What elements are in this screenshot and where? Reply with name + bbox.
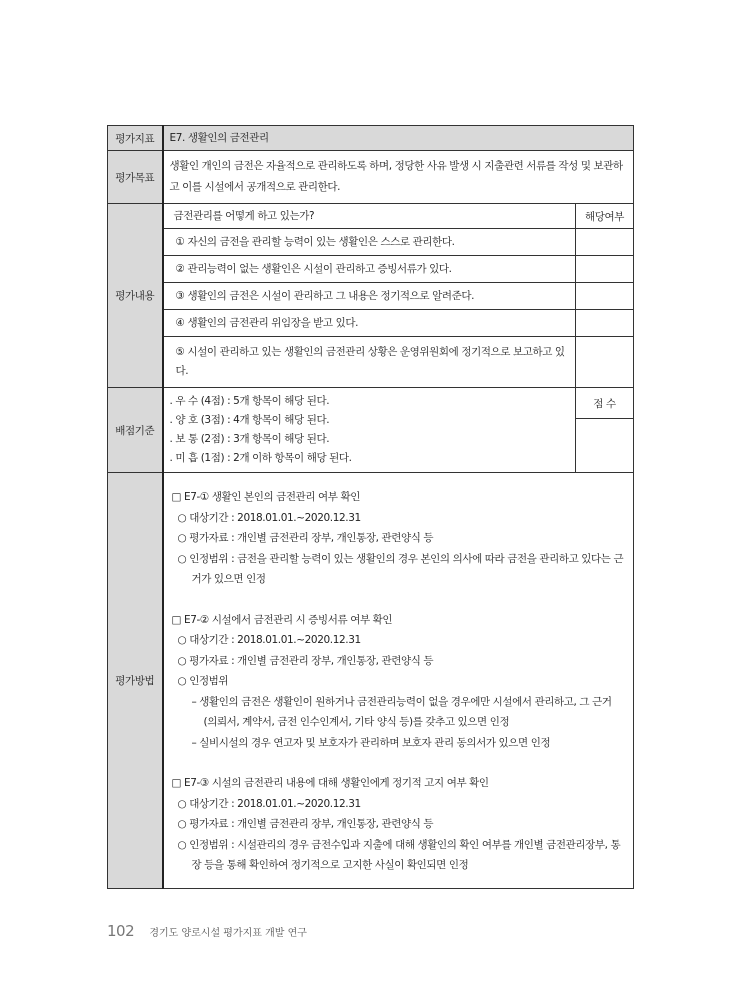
method-s3-period: ○ 대상기간 : 2018.01.01.~2020.12.31 xyxy=(177,797,361,810)
check-cell-3[interactable] xyxy=(576,283,634,310)
method-s3-materials: ○ 평가자료 : 개인별 금전관리 장부, 개인통장, 관련양식 등 xyxy=(177,818,434,830)
criteria-item-5: ⑤ 시설이 관리하고 있는 생활인의 금전관리 상황은 운영위원회에 정기적으로 보고하고 있다. xyxy=(175,346,565,377)
criteria-cell-2 xyxy=(163,256,576,283)
method-s2-period: ○ 대상기간 : 2018.01.01.~2020.12.31 xyxy=(177,634,361,646)
content-question-cell xyxy=(163,204,576,229)
criteria-row-5 xyxy=(108,337,634,388)
content-label: 평가내용 xyxy=(108,204,163,388)
page-number: 102 xyxy=(107,922,135,940)
criteria-row-3 xyxy=(108,283,634,310)
method-s1-materials: ○ 평가자료 : 개인별 금전관리 장부, 개인통장, 관련양식 등 xyxy=(177,532,434,544)
criteria-row-1 xyxy=(108,229,634,256)
method-label: 평가방법 xyxy=(108,473,163,889)
method-cell xyxy=(163,473,634,889)
indicator-title: E7. 생활인의 금전관리 xyxy=(169,132,269,144)
method-spacer-1 xyxy=(172,590,626,610)
method-body xyxy=(164,473,634,888)
method-s2-detail-1: – 생활인의 금전은 생활인이 원하거나 금전관리능력이 없을 경우에만 시설에서 관리하고, 그 근거(의뢰서, 계약서, 금전 인수인계서, 기타 양식 등)를 갖추고 있으면 인정 xyxy=(191,695,612,728)
method-spacer-2 xyxy=(172,753,626,773)
criteria-cell-1 xyxy=(163,229,576,256)
book-title: 경기도 양로시설 평가지표 개발 연구 xyxy=(149,928,307,939)
score-item-excellent: . 우 수 (4점) : 5개 항목이 해당 된다. xyxy=(169,395,330,407)
score-item-fair: . 보 통 (2점) : 3개 항목이 해당 된다. xyxy=(169,433,330,445)
method-s3-scope: ○ 인정범위 : 시설관리의 경우 금전수입과 지출에 대해 생활인의 확인 여부를 개인별 금전관리장부, 통장 등을 통해 확인하여 정기적으로 고지한 사실이 확인되면 인정 xyxy=(177,838,621,871)
criteria-row-4 xyxy=(108,310,634,337)
criteria-item-4: ④ 생활인의 금전관리 위임장을 받고 있다. xyxy=(175,317,359,329)
goal-text: 생활인 개인의 금전은 자율적으로 관리하도록 하며, 정당한 사유 발생 시 지출관련 서류를 작성 및 보관하고 이를 시설에서 공개적으로 관리한다. xyxy=(169,160,623,193)
score-header: 점 수 xyxy=(576,388,634,419)
check-cell-4[interactable] xyxy=(576,310,634,337)
goal-cell xyxy=(163,151,634,204)
score-input-cell[interactable] xyxy=(576,419,634,473)
method-section-1-title: □ E7-① 생활인 본인의 금전관리 여부 확인 xyxy=(171,491,360,503)
criteria-item-2: ② 관리능력이 없는 생활인은 시설이 관리하고 증빙서류가 있다. xyxy=(175,263,452,275)
content-question-row xyxy=(108,204,634,229)
scoring-list xyxy=(164,388,576,472)
criteria-row-2 xyxy=(108,256,634,283)
criteria-item-1: ① 자신의 금전을 관리할 능력이 있는 생활인은 스스로 관리한다. xyxy=(175,236,455,248)
content-question: 금전관리를 어떻게 하고 있는가? xyxy=(173,210,315,222)
method-row xyxy=(108,473,634,889)
scoring-cell xyxy=(163,388,576,473)
check-cell-5[interactable] xyxy=(576,337,634,388)
criteria-cell-4 xyxy=(163,310,576,337)
goal-label: 평가목표 xyxy=(108,151,163,204)
page-footer xyxy=(107,922,307,940)
method-section-2-title: □ E7-② 시설에서 금전관리 시 증빙서류 여부 확인 xyxy=(171,613,393,626)
score-item-good: . 양 호 (3점) : 4개 항목이 해당 된다. xyxy=(169,414,330,426)
criteria-cell-3 xyxy=(163,283,576,310)
evaluation-table xyxy=(107,125,634,889)
scoring-row-top xyxy=(108,388,634,419)
method-section-3-title: □ E7-③ 시설의 금전관리 내용에 대해 생활인에게 정기적 고지 여부 확인 xyxy=(171,777,489,789)
goal-row xyxy=(108,151,634,204)
method-s2-detail-2: – 실비시설의 경우 연고자 및 보호자가 관리하며 보호자 관리 동의서가 있으면 인정 xyxy=(191,736,551,749)
indicator-title-cell xyxy=(163,126,634,151)
method-s2-scope: ○ 인정범위 xyxy=(177,675,229,687)
method-s1-scope: ○ 인정범위 : 금전을 관리할 능력이 있는 생활인의 경우 본인의 의사에 따라 금전을 관리하고 있다는 근거가 있으면 인정 xyxy=(177,552,624,585)
indicator-label: 평가지표 xyxy=(108,126,163,151)
check-cell-1[interactable] xyxy=(576,229,634,256)
score-item-poor: . 미 흡 (1점) : 2개 이하 항목이 해당 된다. xyxy=(169,452,352,464)
scoring-label: 배점기준 xyxy=(108,388,163,473)
criteria-item-3: ③ 생활인의 금전은 시설이 관리하고 그 내용은 정기적으로 알려준다. xyxy=(175,290,475,302)
indicator-row xyxy=(108,126,634,151)
check-header: 해당여부 xyxy=(576,204,634,229)
criteria-cell-5 xyxy=(163,337,576,388)
method-s2-materials: ○ 평가자료 : 개인별 금전관리 장부, 개인통장, 관련양식 등 xyxy=(177,654,434,667)
method-s1-period: ○ 대상기간 : 2018.01.01.~2020.12.31 xyxy=(177,511,361,524)
check-cell-2[interactable] xyxy=(576,256,634,283)
